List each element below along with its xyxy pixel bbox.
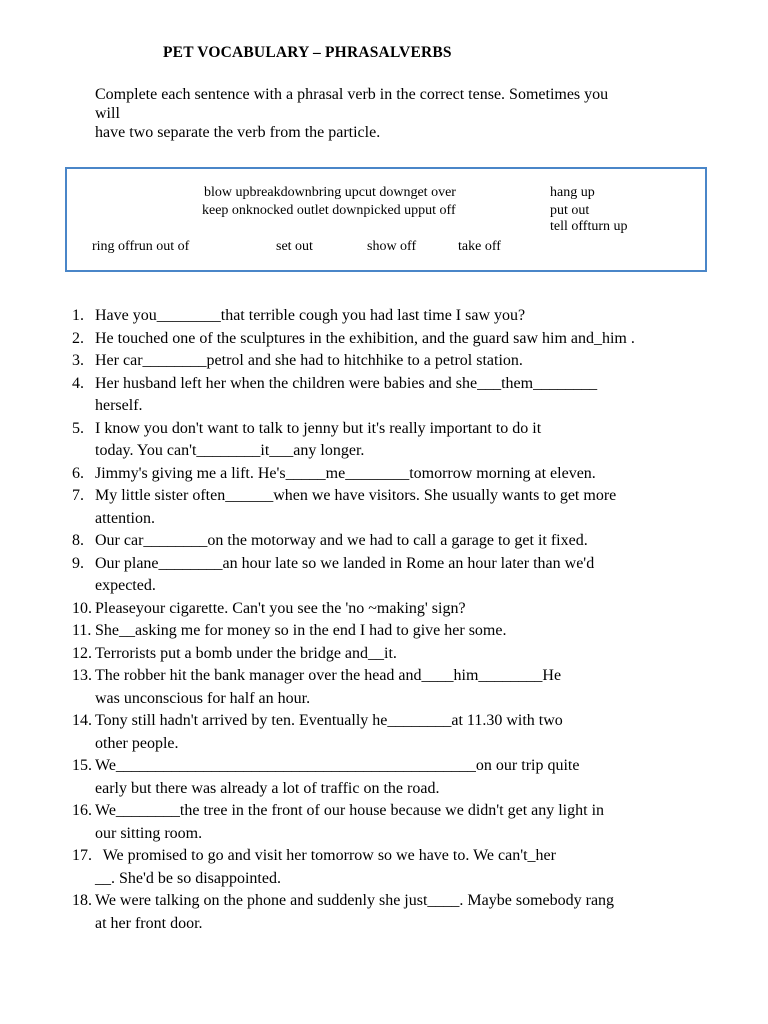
question-number: 14. — [72, 712, 92, 729]
instructions-line-2: will — [95, 105, 120, 122]
word-bank-row-2-left: keep onknocked outlet downpicked upput off — [202, 203, 456, 218]
question-item — [72, 463, 732, 486]
question-item — [72, 620, 732, 643]
question-item — [72, 530, 732, 553]
question-item — [72, 485, 732, 530]
question-text: Terrorists put a bomb under the bridge and__it. — [95, 644, 397, 662]
question-number: 15. — [72, 757, 92, 774]
question-text: My little sister often______when we have visitors. She usually wants to get more — [95, 487, 617, 504]
question-number: 11. — [72, 622, 92, 639]
question-text: Have you________that terrible cough you had last time I saw you? — [95, 307, 526, 324]
instructions-line-3: have two separate the verb from the particle. — [95, 124, 381, 141]
word-bank-row-4-a: ring offrun out of — [92, 239, 190, 254]
question-item — [72, 710, 732, 755]
question-text: I know you don't want to talk to jenny but it's really important to do it — [95, 419, 542, 437]
question-number: 3. — [72, 352, 84, 369]
question-text-continued: our sitting room. — [95, 824, 203, 842]
question-number: 17. — [72, 847, 92, 864]
question-text-continued: expected. — [95, 577, 156, 594]
question-text: The robber hit the bank manager over the head and____him________He — [95, 667, 562, 684]
question-text-continued: attention. — [95, 509, 155, 527]
question-text: Pleaseyour cigarette. Can't you see the 'no ~making' sign? — [95, 599, 466, 617]
question-item — [72, 643, 732, 666]
question-item — [72, 328, 732, 351]
question-item — [72, 418, 732, 463]
question-text-continued: at her front door. — [95, 914, 203, 932]
question-number: 18. — [72, 892, 92, 909]
question-number: 13. — [72, 667, 92, 684]
question-item — [72, 305, 732, 328]
question-text-continued: __. She'd be so disappointed. — [95, 869, 281, 887]
question-number: 16. — [72, 802, 92, 819]
instructions — [95, 85, 695, 142]
question-text-continued: herself. — [95, 397, 143, 414]
word-bank-row-3-right: tell offturn up — [550, 219, 628, 234]
question-item — [72, 373, 732, 418]
question-number: 2. — [72, 329, 84, 347]
question-text-continued: other people. — [95, 734, 179, 752]
question-item — [72, 553, 732, 598]
word-bank-row-4-b: set out — [276, 239, 313, 254]
question-item — [72, 755, 732, 800]
question-text: Tony still hadn't arrived by ten. Eventually he________at 11.30 with two — [95, 712, 563, 729]
question-item — [72, 845, 732, 890]
question-text: We were talking on the phone and suddenly she just____. Maybe somebody rang — [95, 892, 615, 909]
question-item — [72, 890, 732, 935]
question-text: Her car________petrol and she had to hitchhike to a petrol station. — [95, 352, 523, 369]
questions-list — [72, 305, 732, 935]
question-text: Our plane________an hour late so we landed in Rome an hour later than we'd — [95, 554, 595, 572]
question-number: 1. — [72, 307, 84, 324]
page-title: PET VOCABULARY – PHRASALVERBS — [163, 44, 452, 61]
question-text-continued: was unconscious for half an hour. — [95, 689, 311, 707]
question-item — [72, 800, 732, 845]
question-number: 10. — [72, 599, 92, 617]
word-bank-box — [65, 167, 707, 272]
question-text: She__asking me for money so in the end I had to give her some. — [95, 622, 507, 639]
question-text: Jimmy's giving me a lift. He's_____me________tomorrow morning at eleven. — [95, 464, 596, 482]
question-number: 8. — [72, 532, 84, 549]
question-text: We_____________________________________________on our trip quite — [95, 757, 580, 774]
word-bank-row-1-left: blow upbreakdownbring upcut downget over — [204, 185, 456, 200]
question-item — [72, 665, 732, 710]
question-number: 5. — [72, 419, 84, 437]
question-text: Our car________on the motorway and we had to call a garage to get it fixed. — [95, 532, 588, 549]
question-number: 12. — [72, 644, 92, 662]
word-bank-row-1-right: hang up — [550, 185, 595, 200]
question-item — [72, 598, 732, 621]
question-number: 9. — [72, 554, 84, 572]
question-text: We________the tree in the front of our house because we didn't get any light in — [95, 802, 605, 819]
question-text-continued: early but there was already a lot of traffic on the road. — [95, 779, 440, 797]
word-bank-row-4-d: take off — [458, 239, 501, 254]
question-text: We promised to go and visit her tomorrow so we have to. We can't_her — [95, 847, 556, 864]
question-text-continued: today. You can't________it___any longer. — [95, 442, 365, 459]
question-number: 4. — [72, 374, 84, 392]
question-number: 7. — [72, 487, 84, 504]
question-text: He touched one of the sculptures in the exhibition, and the guard saw him and_him . — [95, 329, 635, 347]
word-bank-row-2-right: put out — [550, 203, 590, 218]
instructions-line-1: Complete each sentence with a phrasal verb in the correct tense. Sometimes you — [95, 86, 609, 103]
question-number: 6. — [72, 464, 84, 482]
question-text: Her husband left her when the children were babies and she___them________ — [95, 374, 598, 392]
word-bank-row-4-c: show off — [367, 239, 417, 254]
question-item — [72, 350, 732, 373]
